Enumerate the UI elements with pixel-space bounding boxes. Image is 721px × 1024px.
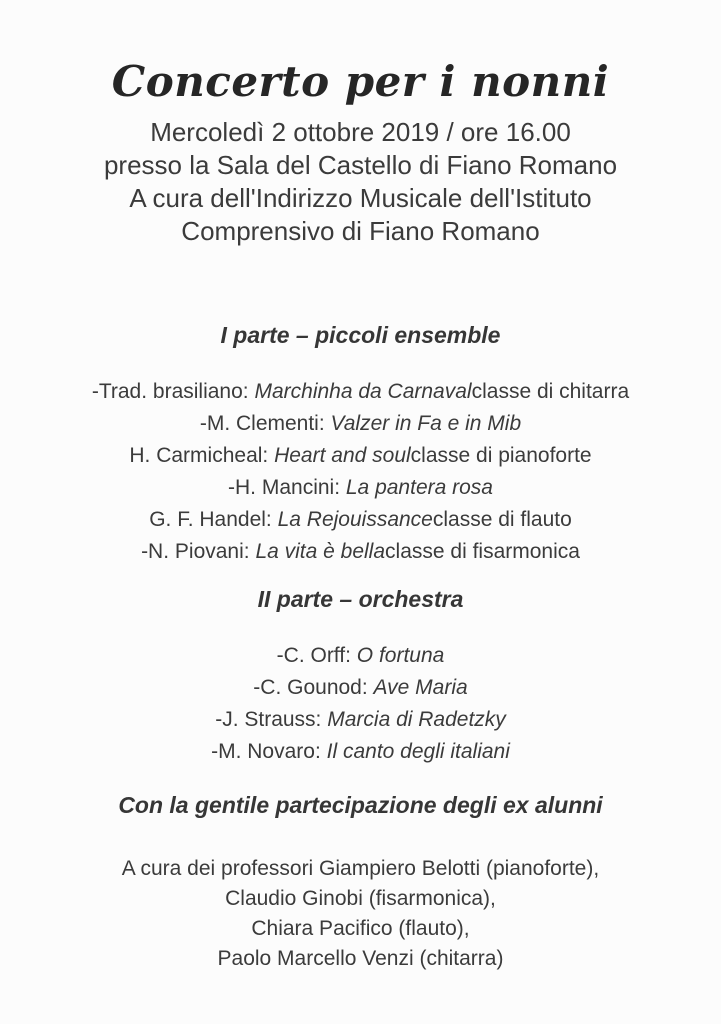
part2-program-list <box>0 640 721 768</box>
credits <box>0 854 721 974</box>
composer-label: -C. Gounod: <box>253 676 374 699</box>
piece-title: O fortuna <box>356 644 445 667</box>
piece-title: Ave Maria <box>373 676 468 699</box>
piece-title: La pantera rosa <box>345 476 493 499</box>
class-label: classe di flauto <box>432 508 572 531</box>
program-item <box>0 376 721 408</box>
program-item <box>0 536 721 568</box>
composer-label: -M. Clementi: <box>199 412 331 435</box>
event-organizer-line-2: Comprensivo di Fiano Romano <box>181 216 540 246</box>
event-details <box>0 116 721 248</box>
piece-title: Valzer in Fa e in Mib <box>330 412 522 435</box>
part1-heading: I parte – piccoli ensemble <box>220 322 501 348</box>
part1-program-list <box>0 376 721 568</box>
piece-title: La vita è bella <box>255 540 386 563</box>
piece-title: La Rejouissance <box>277 508 433 531</box>
part2-heading: II parte – orchestra <box>257 586 464 612</box>
credit-line: A cura dei professori Giampiero Belotti (pianoforte), <box>121 857 600 880</box>
event-venue-line: presso la Sala del Castello di Fiano Romano <box>103 150 618 180</box>
composer-label: -Trad. brasiliano: <box>91 380 255 403</box>
composer-label: -N. Piovani: <box>141 540 256 563</box>
program-item <box>0 640 721 672</box>
composer-label: -M. Novaro: <box>211 740 327 763</box>
program-item <box>0 472 721 504</box>
composer-label: G. F. Handel: <box>149 508 278 531</box>
piece-title: Il canto degli italiani <box>326 740 510 763</box>
composer-label: -C. Orff: <box>276 644 357 667</box>
program-item <box>0 504 721 536</box>
credit-line: Chiara Pacifico (flauto), <box>251 917 470 940</box>
class-label: classe di chitarra <box>471 380 630 403</box>
composer-label: H. Carmicheal: <box>129 444 275 467</box>
composer-label: -J. Strauss: <box>215 708 328 731</box>
piece-title: Heart and soul <box>274 444 411 467</box>
piece-title: Marchinha da Carnaval <box>254 380 472 403</box>
credit-line: Claudio Ginobi (fisarmonica), <box>225 887 496 910</box>
composer-label: -H. Mancini: <box>228 476 346 499</box>
program-item <box>0 408 721 440</box>
class-label: classe di pianoforte <box>410 444 592 467</box>
credit-line: Paolo Marcello Venzi (chitarra) <box>217 947 504 970</box>
event-date-line: Mercoledì 2 ottobre 2019 / ore 16.00 <box>150 117 571 147</box>
concert-title: Concerto per i nonni <box>111 57 610 106</box>
program-item <box>0 672 721 704</box>
piece-title: Marcia di Radetzky <box>327 708 506 731</box>
class-label: classe di fisarmonica <box>385 540 580 563</box>
event-organizer-line-1: A cura dell'Indirizzo Musicale dell'Istituto <box>129 183 592 213</box>
program-item <box>0 440 721 472</box>
participation-heading: Con la gentile partecipazione degli ex alunni <box>118 792 603 818</box>
program-item <box>0 736 721 768</box>
program-item <box>0 704 721 736</box>
